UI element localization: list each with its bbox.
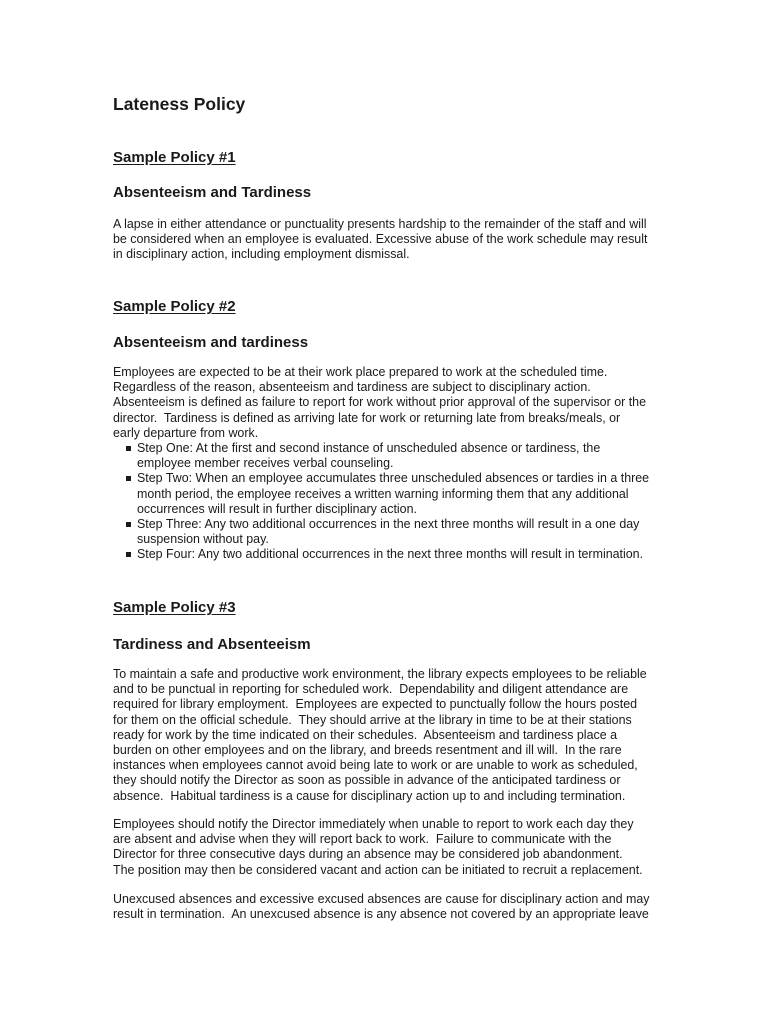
policy-label: Sample Policy #3 [113, 599, 236, 616]
text-line: occurrences will result in further disciplinary action. [137, 501, 417, 516]
text-line: required for library employment. Employees are expected to punctually follow the hours posted [113, 697, 638, 712]
text-line: Employees are expected to be at their work place prepared to work at the scheduled time. [113, 365, 608, 379]
bullet-icon [126, 522, 131, 527]
text-line: Employees should notify the Director immediately when unable to report to work each day they [113, 817, 634, 831]
text-line: Unexcused absences and excessive excused absences are cause for disciplinary action and may [113, 892, 650, 906]
text-line: result in termination. An unexcused absence is any absence not covered by an appropriate leave [113, 907, 649, 922]
list-item-step-three [113, 517, 649, 547]
text-line: A lapse in either attendance or punctuality presents hardship to the remainder of the staff and will [113, 217, 647, 231]
policy-heading: Tardiness and Absenteeism [113, 636, 311, 653]
text-line: Step Three: Any two additional occurrences in the next three months will result in a one day [137, 516, 640, 531]
document-title: Lateness Policy [113, 94, 246, 114]
policy-heading: Absenteeism and tardiness [113, 334, 309, 351]
text-line: Regardless of the reason, absenteeism and tardiness are subject to disciplinary action. [113, 380, 591, 395]
text-line: Step One: At the first and second instance of unscheduled absence or tardiness, the [137, 440, 601, 455]
paragraph [113, 667, 647, 804]
paragraph [113, 365, 649, 562]
bullet-icon [126, 476, 131, 481]
list-item-step-two [113, 471, 649, 517]
text-line: suspension without pay. [137, 532, 269, 547]
paragraph [113, 817, 643, 878]
text-line: in disciplinary action, including employment dismissal. [113, 247, 410, 262]
text-line: Step Two: When an employee accumulates three unscheduled absences or tardies in a three [137, 471, 650, 486]
text-line: for them on the official schedule. They should arrive at the library in time to be at their stations [113, 712, 632, 727]
text-line: The position may then be considered vacant and action can be initiated to recruit a replacement. [113, 862, 643, 877]
paragraph [113, 217, 647, 263]
text-line: Step Four: Any two additional occurrences in the next three months will result in termination. [137, 547, 644, 562]
text-line: director. Tardiness is defined as arriving late for work or returning late from breaks/meals, or [113, 410, 621, 425]
text-line: and to be punctual in reporting for scheduled work. Dependability and diligent attendance are [113, 682, 629, 697]
bullet-icon [126, 552, 131, 557]
policy-label: Sample Policy #2 [113, 298, 236, 315]
list-item-step-one [113, 441, 649, 471]
text-line: are absent and advise when they will report back to work. Failure to communicate with the [113, 832, 612, 847]
paragraph [113, 892, 650, 922]
text-line: employee member receives verbal counseling. [137, 456, 394, 471]
text-line: month period, the employee receives a written warning informing them that any additional [137, 486, 629, 501]
policy-heading: Absenteeism and Tardiness [113, 184, 312, 201]
text-line: To maintain a safe and productive work environment, the library expects employees to be reliable [113, 667, 647, 681]
text-line: absence. Habitual tardiness is a cause for disciplinary action up to and including termination. [113, 788, 626, 803]
text-line: Absenteeism is defined as failure to report for work without prior approval of the supervisor or the [113, 395, 647, 410]
list-item-step-four [113, 547, 649, 562]
disciplinary-steps-list [113, 441, 649, 563]
text-line: instances when employees cannot avoid being late to work or are unable to work as scheduled, [113, 758, 638, 773]
text-line: ready for work by the time indicated on their schedules. Absenteeism and tardiness place a [113, 727, 617, 742]
text-line: early departure from work. [113, 425, 259, 440]
policy-label: Sample Policy #1 [113, 149, 236, 166]
text-line: they should notify the Director as soon as possible in advance of the anticipated tardiness or [113, 773, 621, 788]
bullet-icon [126, 446, 131, 451]
text-line: burden on other employees and on the library, and breeds resentment and ill will. In the rare [113, 742, 622, 757]
text-line: Director for three consecutive days during an absence may be considered job abandonment. [113, 847, 623, 862]
text-line: be considered when an employee is evaluated. Excessive abuse of the work schedule may result [113, 232, 648, 247]
